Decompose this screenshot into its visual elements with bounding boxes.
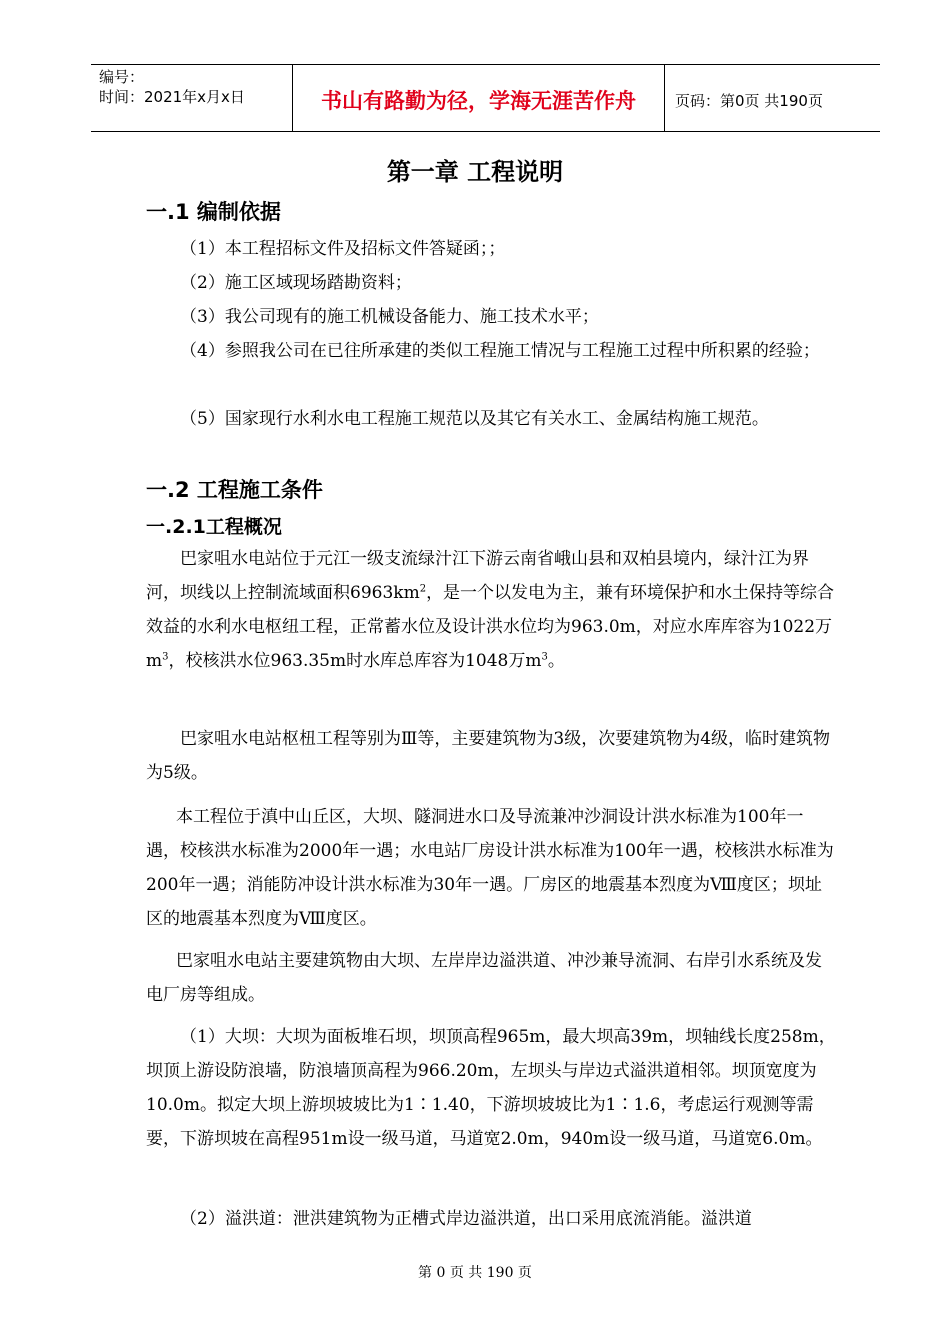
header-number-label: 编号：: [99, 68, 145, 86]
basis-item-4: （4）参照我公司在已往所承建的类似工程施工情况与工程施工过程中所积累的经验；: [180, 341, 820, 361]
overview-paragraph-1: 巴家咀水电站位于元江一级支流绿汁江下游云南省峨山县和双柏县境内，绿汁江为界河，坝线以上控制流域面积$6963km^2$，是一个以发电为主，兼有环境保护和水土保持等综合效益的水利水电枢纽工程，正常蓄水位及设计洪水位均为963.0m，对应水库库容为1022万$m^3$，校核洪水位963.35m时水库总库容为1048万$m^3$。: [146, 549, 835, 671]
header-page-info: 页码：第0页 共190页: [675, 91, 823, 110]
header-time-label: 时间：2021年x月x日: [99, 88, 245, 106]
overview-paragraph-spillway: （2）溢洪道：泄洪建筑物为正槽式岸边溢洪道，出口采用底流消能。溢洪道: [180, 1209, 752, 1229]
header-meta-cell: [91, 65, 293, 131]
basis-item-2: （2）施工区域现场踏勘资料；: [180, 273, 412, 293]
subsection-title-overview: 一.2.1工程概况: [146, 516, 282, 538]
section-title-conditions: 一.2 工程施工条件: [146, 478, 323, 502]
header-motto: 书山有路勤为径，学海无涯苦作舟: [293, 65, 665, 131]
overview-paragraph-3: 本工程位于滇中山丘区，大坝、隧洞进水口及导流兼冲沙洞设计洪水标准为100年一遇，校核洪水标准为2000年一遇；水电站厂房设计洪水标准为100年一遇，校核洪水标准为200年一遇；消能防冲设计洪水标准为30年一遇。厂房区的地震基本烈度为Ⅷ度区；坝址区的地震基本烈度为Ⅷ度区。: [146, 807, 834, 929]
overview-paragraph-2: 巴家咀水电站枢杻工程等别为Ⅲ等，主要建筑物为3级，次要建筑物为4级，临时建筑物为5级。: [146, 729, 831, 783]
chapter-title: 第一章 工程说明: [386, 158, 564, 186]
page-footer: 第 0 页 共 190 页: [418, 1265, 532, 1281]
basis-item-1: （1）本工程招标文件及招标文件答疑函；；: [180, 239, 506, 259]
basis-item-3: （3）我公司现有的施工机械设备能力、施工技术水平；: [180, 307, 599, 327]
basis-item-5: （5）国家现行水利水电工程施工规范以及其它有关水工、金属结构施工规范。: [180, 409, 769, 429]
section-title-basis: 一.1 编制依据: [146, 200, 281, 224]
header-table: [91, 64, 880, 132]
overview-paragraph-4: 巴家咀水电站主要建筑物由大坝、左岸岸边溢洪道、冲沙兼导流洞、右岸引水系统及发电厂房等组成。: [146, 951, 822, 1005]
overview-paragraph-dam: （1）大坝：大坝为面板堆石坝，坝顶高程965m，最大坝高39m，坝轴线长度258m，坝顶上游设防浪墙，防浪墙顶高程为966.20m，左坝头与岸边式溢洪道相邻。坝顶宽度为10.0m。拟定大坝上游坝坡坡比为1∶1.40，下游坝坡坡比为1∶1.6，考虑运行观测等需要，下游坝坡在高程951m设一级马道，马道宽2.0m，940m设一级马道，马道宽6.0m。: [146, 1027, 836, 1149]
